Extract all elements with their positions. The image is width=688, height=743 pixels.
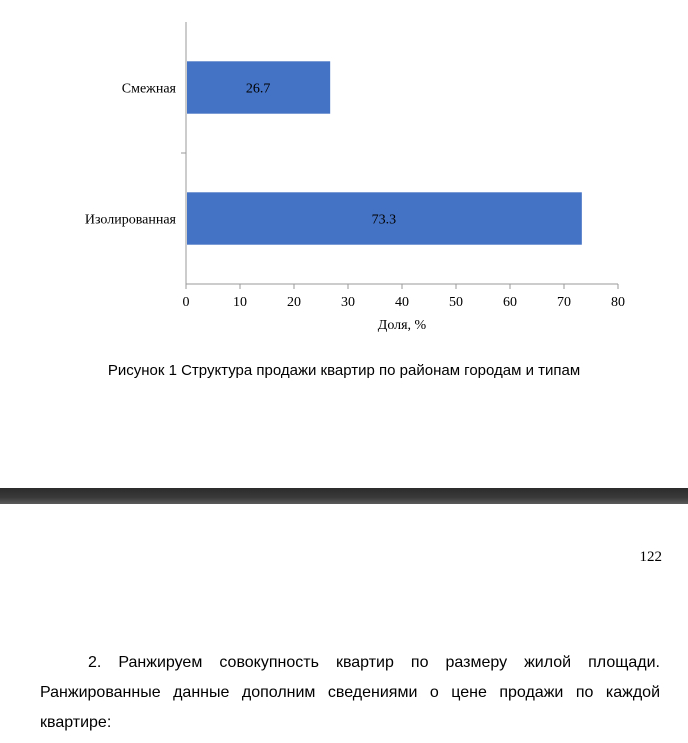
x-tick-label: 50 (449, 295, 463, 310)
page-bottom (0, 504, 688, 743)
x-tick-label: 80 (611, 295, 625, 310)
figure-caption: Рисунок 1 Структура продажи квартир по районам городам и типам (107, 362, 581, 379)
x-tick-label: 10 (233, 295, 247, 310)
page-separator (0, 488, 688, 504)
bar-chart (0, 0, 688, 345)
page-number: 122 (639, 549, 662, 565)
x-ticks-layer (183, 284, 626, 310)
x-tick-label: 40 (395, 295, 409, 310)
x-tick-label: 20 (287, 295, 301, 310)
bar-data-label: 73.3 (371, 212, 397, 228)
category-label: Изолированная (84, 212, 176, 228)
x-axis-title: Доля, % (377, 318, 427, 333)
category-label: Смежная (121, 81, 176, 97)
x-tick-label: 60 (503, 295, 517, 310)
x-tick-label: 30 (341, 295, 355, 310)
bar-data-label: 26.7 (245, 81, 271, 97)
x-tick-label: 70 (557, 295, 571, 310)
bars-layer (85, 61, 582, 244)
x-tick-label: 0 (182, 295, 190, 310)
body-paragraph: 2. Ранжируем совокупность квартир по размеру жилой площади. Ранжированные данные дополним сведениями о цене продажи по каждой квартире: (40, 654, 660, 731)
